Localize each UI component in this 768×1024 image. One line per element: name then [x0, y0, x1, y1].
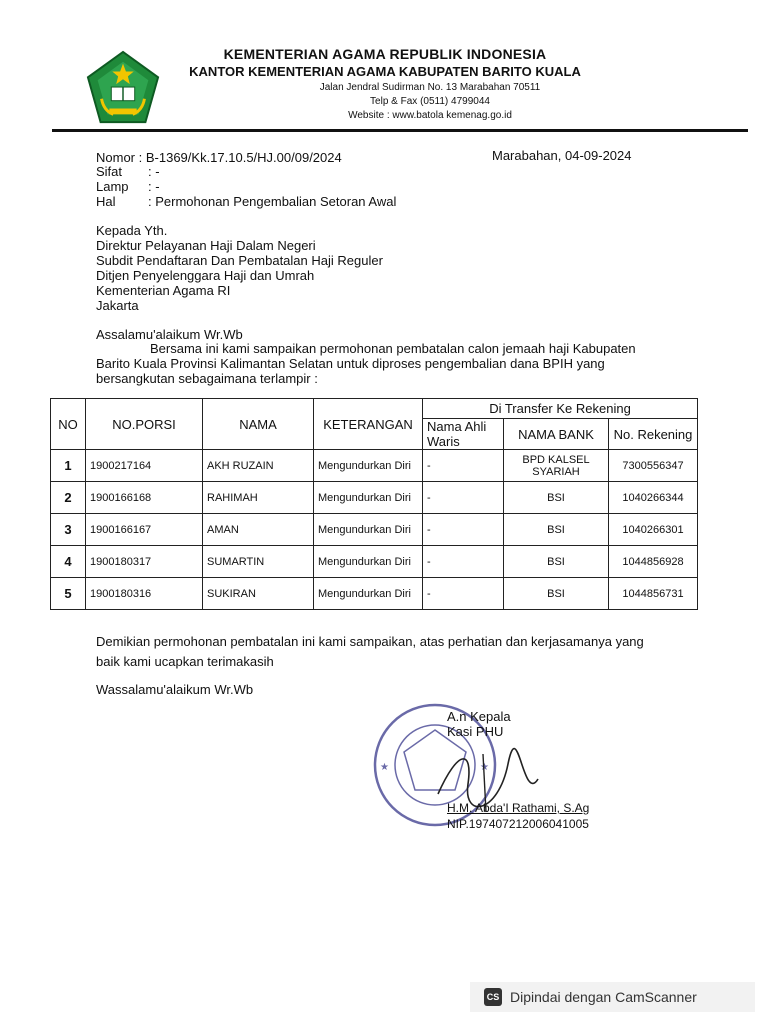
table-row [51, 514, 698, 546]
header-nama: NAMA [203, 399, 314, 450]
cell-bank: BSI [504, 482, 609, 514]
table-header-row [51, 399, 698, 419]
header-no: NO [51, 399, 86, 450]
cell-keterangan: Mengundurkan Diri [314, 546, 423, 578]
cell-ahli-waris: - [423, 514, 504, 546]
hal-value: : Permohonan Pengembalian Setoran Awal [148, 194, 397, 209]
header-rekening: No. Rekening [609, 419, 698, 450]
lamp-label: Lamp [96, 179, 129, 194]
hal-line [96, 194, 396, 209]
office-phone: Telp & Fax (0511) 4799044 [370, 96, 490, 107]
header-bank: NAMA BANK [504, 419, 609, 450]
signature-on-behalf: A.n Kepala [447, 709, 511, 724]
letterhead-divider [52, 129, 748, 132]
recipient-line: Kementerian Agama RI [96, 283, 231, 298]
cell-rekening: 1044856731 [609, 578, 698, 610]
table-row [51, 546, 698, 578]
cell-rekening: 1040266301 [609, 514, 698, 546]
table-row [51, 482, 698, 514]
paragraph-line: bersangkutan sebagaimana terlampir : [96, 371, 318, 386]
header-transfer: Di Transfer Ke Rekening [423, 399, 698, 419]
signatory-nip: NIP.197407212006041005 [447, 817, 589, 831]
salam-closing: Wassalamu'alaikum Wr.Wb [96, 682, 254, 697]
recipient-line: Direktur Pelayanan Haji Dalam Negeri [96, 238, 316, 253]
cell-porsi: 1900166168 [86, 482, 203, 514]
cell-no: 3 [51, 514, 86, 546]
cell-no: 5 [51, 578, 86, 610]
signatory-name: H.M. Abda'I Rathami, S.Ag [447, 801, 590, 815]
cell-ahli-waris: - [423, 482, 504, 514]
cell-nama: RAHIMAH [203, 482, 314, 514]
recipient-line: Jakarta [96, 298, 139, 313]
camscanner-label: Dipindai dengan CamScanner [510, 989, 697, 1005]
cell-ahli-waris: - [423, 450, 504, 482]
camscanner-watermark [470, 982, 755, 1012]
place-date: Marabahan, 04-09-2024 [492, 148, 632, 163]
nomor-line [96, 150, 342, 165]
nomor-value: : B-1369/Kk.17.10.5/HJ.00/09/2024 [138, 150, 342, 165]
cell-no: 1 [51, 450, 86, 482]
closing-line: Demikian permohonan pembatalan ini kami sampaikan, atas perhatian dan kerjasamanya yang [96, 634, 644, 649]
cell-keterangan: Mengundurkan Diri [314, 514, 423, 546]
signature-title: Kasi PHU [447, 724, 504, 739]
sifat-label: Sifat [96, 164, 123, 179]
cell-rekening: 1040266344 [609, 482, 698, 514]
sifat-value: : - [148, 164, 160, 179]
table-row [51, 450, 698, 482]
cell-nama: SUKIRAN [203, 578, 314, 610]
cell-nama: SUMARTIN [203, 546, 314, 578]
cell-rekening: 7300556347 [609, 450, 698, 482]
cell-porsi: 1900166167 [86, 514, 203, 546]
cell-nama: AKH RUZAIN [203, 450, 314, 482]
office-title: KANTOR KEMENTERIAN AGAMA KABUPATEN BARITO KUALA [189, 64, 581, 79]
paragraph-line: Bersama ini kami sampaikan permohonan pembatalan calon jemaah haji Kabupaten [150, 341, 636, 356]
letterhead [150, 46, 620, 121]
paragraph-line: Barito Kuala Provinsi Kalimantan Selatan untuk diproses pengembalian dana BPIH yang [96, 356, 605, 371]
recipient-line: Subdit Pendaftaran Dan Pembatalan Haji Reguler [96, 253, 383, 268]
office-address: Jalan Jendral Sudirman No. 13 Marabahan 70511 [319, 82, 541, 93]
cell-bank: BSI [504, 578, 609, 610]
cell-no: 2 [51, 482, 86, 514]
nomor-label: Nomor [96, 150, 136, 165]
table-row [51, 578, 698, 610]
cell-keterangan: Mengundurkan Diri [314, 482, 423, 514]
cancellation-table [50, 398, 698, 610]
header-porsi: NO.PORSI [86, 399, 203, 450]
cell-keterangan: Mengundurkan Diri [314, 450, 423, 482]
cell-keterangan: Mengundurkan Diri [314, 578, 423, 610]
lamp-line [96, 179, 160, 194]
recipient-line: Ditjen Penyelenggara Haji dan Umrah [96, 268, 315, 283]
ministry-title: KEMENTERIAN AGAMA REPUBLIK INDONESIA [223, 46, 547, 62]
cell-nama: AMAN [203, 514, 314, 546]
cell-bank: BSI [504, 546, 609, 578]
salam-opening: Assalamu'alaikum Wr.Wb [96, 327, 243, 342]
sifat-line [96, 164, 160, 179]
office-website: Website : www.batola kemenag.go.id [348, 110, 512, 121]
header-keterangan: KETERANGAN [314, 399, 423, 450]
closing-line: baik kami ucapkan terimakasih [96, 654, 274, 669]
cell-no: 4 [51, 546, 86, 578]
recipient-greeting: Kepada Yth. [96, 223, 168, 238]
camscanner-logo-icon: CS [484, 988, 502, 1006]
cell-porsi: 1900217164 [86, 450, 203, 482]
cell-ahli-waris: - [423, 578, 504, 610]
cell-porsi: 1900180316 [86, 578, 203, 610]
svg-text:★: ★ [480, 762, 489, 773]
cell-rekening: 1044856928 [609, 546, 698, 578]
cell-bank: BSI [504, 514, 609, 546]
cell-ahli-waris: - [423, 546, 504, 578]
lamp-value: : - [148, 179, 160, 194]
header-ahli-waris: Nama Ahli Waris [423, 419, 504, 450]
svg-text:★: ★ [380, 762, 389, 773]
cell-porsi: 1900180317 [86, 546, 203, 578]
cell-bank: BPD KALSEL SYARIAH [504, 450, 609, 482]
hal-label: Hal [96, 194, 116, 209]
